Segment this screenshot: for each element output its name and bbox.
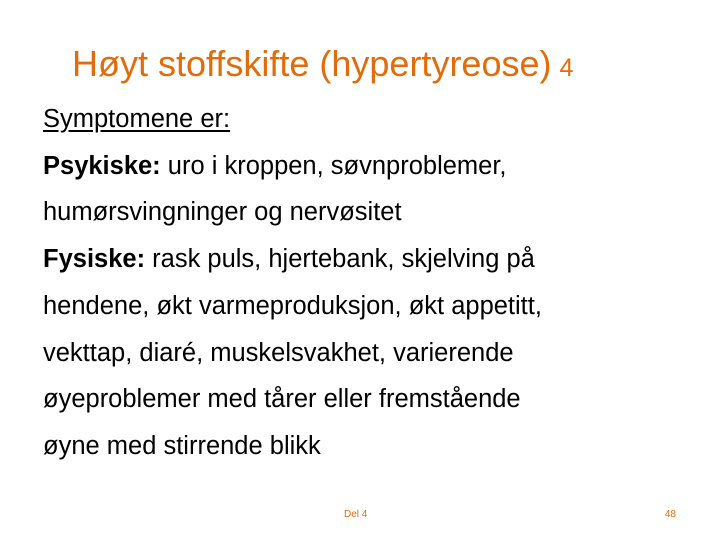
symptoms-intro: Symptomene er: xyxy=(43,105,231,133)
psychological-symptoms-line-2: humørsvingninger og nervøsitet xyxy=(43,198,402,227)
psychological-label: Psykiske: xyxy=(43,151,161,180)
slide-title-text: Høyt stoffskifte (hypertyreose) xyxy=(72,43,552,84)
physical-symptoms-line-3: vekttap, diaré, muskelsvakhet, varierende xyxy=(43,338,514,367)
slide-title xyxy=(72,43,574,84)
slide-title-number: 4 xyxy=(559,54,574,82)
physical-symptoms-line-5: øyne med stirrende blikk xyxy=(43,431,321,460)
footer-section-label: Del 4 xyxy=(344,509,368,520)
slide-number: 48 xyxy=(664,509,676,520)
physical-symptoms-line-1 xyxy=(43,236,683,283)
psychological-text-1: uro i kroppen, søvnproblemer, xyxy=(160,151,507,180)
physical-symptoms-line-4: øyeproblemer med tårer eller fremstående xyxy=(43,385,521,414)
physical-text-1: rask puls, hjertebank, skjelving på xyxy=(145,245,535,274)
slide-body xyxy=(43,96,683,470)
psychological-symptoms-line-1 xyxy=(43,143,683,190)
physical-label: Fysiske: xyxy=(43,245,146,274)
physical-symptoms-line-2: hendene, økt varmeproduksjon, økt appetitt, xyxy=(43,291,542,320)
